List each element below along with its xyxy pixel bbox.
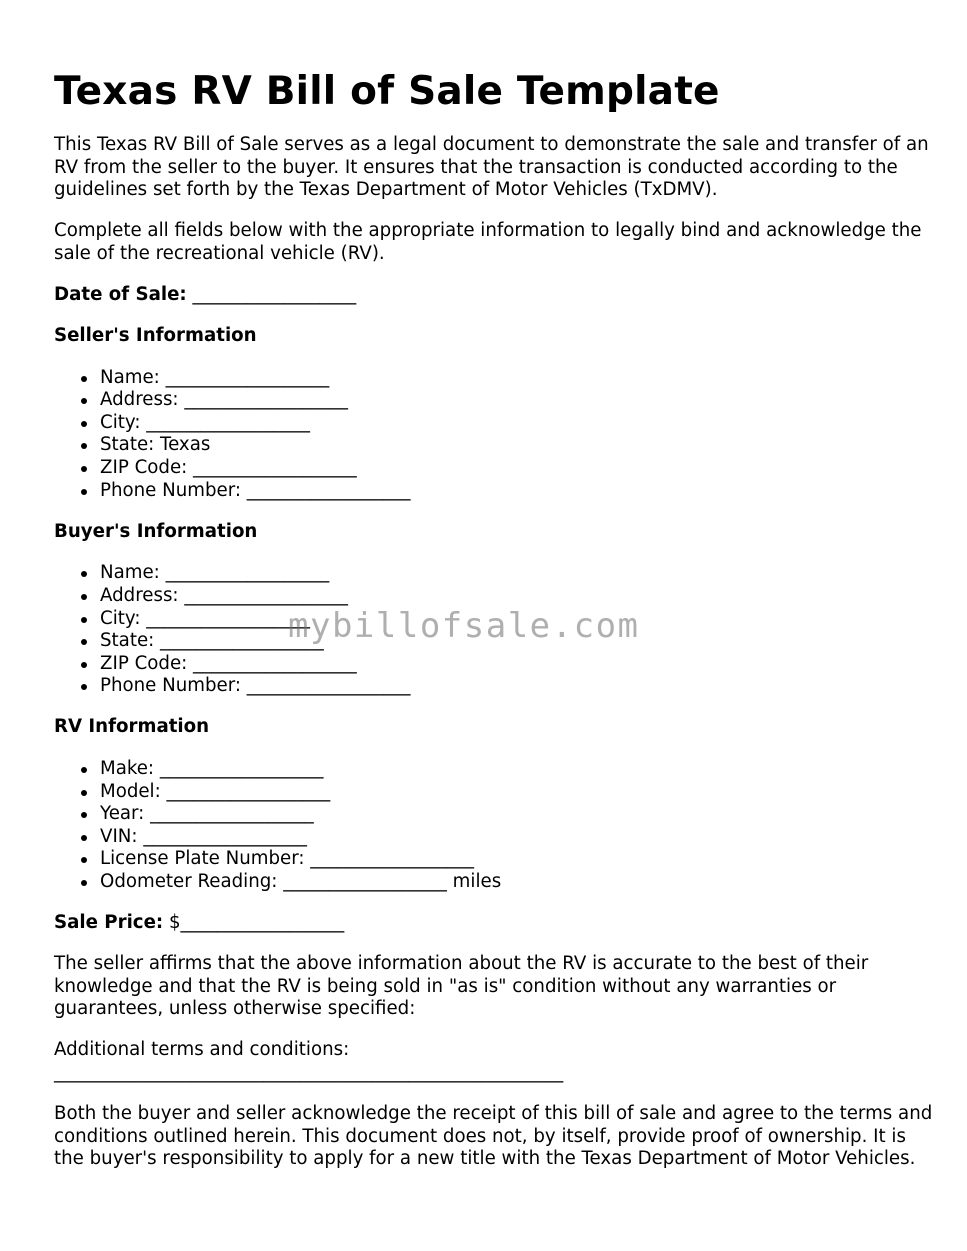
- date-of-sale-label: Date of Sale:: [54, 283, 187, 305]
- rv-model-field: Model: __________________: [100, 781, 934, 804]
- buyer-name-field: Name: __________________: [100, 562, 934, 585]
- buyer-state-field: State: __________________: [100, 630, 934, 653]
- date-of-sale-blank: __________________: [186, 283, 357, 305]
- sale-price-blank: $__________________: [163, 912, 345, 934]
- document-page: [54, 66, 934, 1189]
- rv-heading: RV Information: [54, 716, 210, 738]
- rv-odometer-field: Odometer Reading: __________________ miles: [100, 871, 934, 894]
- buyer-city-field: City: __________________: [100, 608, 934, 631]
- seller-city-field: City: __________________: [100, 412, 934, 435]
- acknowledgment-paragraph: Both the buyer and seller acknowledge the receipt of this bill of sale and agree to the terms and conditions outlined herein. This document does not, by itself, provide proof of ownership. It is the buyer's responsibility to apply for a new title with the Texas Department of Motor Vehicles.: [54, 1103, 933, 1170]
- seller-phone-field: Phone Number: __________________: [100, 480, 934, 503]
- additional-terms-blank: ________________________________________________________: [54, 1062, 564, 1083]
- sale-price-line: [54, 912, 934, 935]
- buyer-address-field: Address: __________________: [100, 585, 934, 608]
- rv-make-field: Make: __________________: [100, 758, 934, 781]
- sale-price-label: Sale Price:: [54, 912, 164, 934]
- buyer-phone-field: Phone Number: __________________: [100, 675, 934, 698]
- seller-state-field: State: Texas: [100, 434, 934, 457]
- date-of-sale-line: [54, 284, 934, 307]
- seller-name-field: Name: __________________: [100, 367, 934, 390]
- page-title: Texas RV Bill of Sale Template: [54, 69, 720, 114]
- intro-paragraph: This Texas RV Bill of Sale serves as a legal document to demonstrate the sale and transfer of an RV from the seller to the buyer. It ensures that the transaction is conducted according to the guidelines set forth by the Texas Department of Motor Vehicles (TxDMV).: [54, 134, 929, 201]
- buyer-heading: Buyer's Information: [54, 520, 258, 542]
- seller-heading: Seller's Information: [54, 325, 257, 347]
- rv-license-plate-field: License Plate Number: __________________: [100, 848, 934, 871]
- seller-address-field: Address: __________________: [100, 389, 934, 412]
- additional-terms-label: Additional terms and conditions:: [54, 1039, 350, 1061]
- buyer-list: [54, 562, 934, 698]
- seller-zip-field: ZIP Code: __________________: [100, 457, 934, 480]
- watermark: mybillofsale.com: [288, 606, 640, 646]
- additional-terms: [54, 1039, 934, 1084]
- rv-list: [54, 758, 934, 894]
- buyer-zip-field: ZIP Code: __________________: [100, 653, 934, 676]
- instructions-paragraph: Complete all fields below with the appropriate information to legally bind and acknowledge the sale of the recreational vehicle (RV).: [54, 220, 922, 264]
- rv-year-field: Year: __________________: [100, 803, 934, 826]
- seller-list: [54, 367, 934, 503]
- rv-vin-field: VIN: __________________: [100, 826, 934, 849]
- affirmation-paragraph: The seller affirms that the above information about the RV is accurate to the best of their knowledge and that the RV is being sold in "as is" condition without any warranties or guarantees, unless otherwise specified:: [54, 953, 869, 1020]
